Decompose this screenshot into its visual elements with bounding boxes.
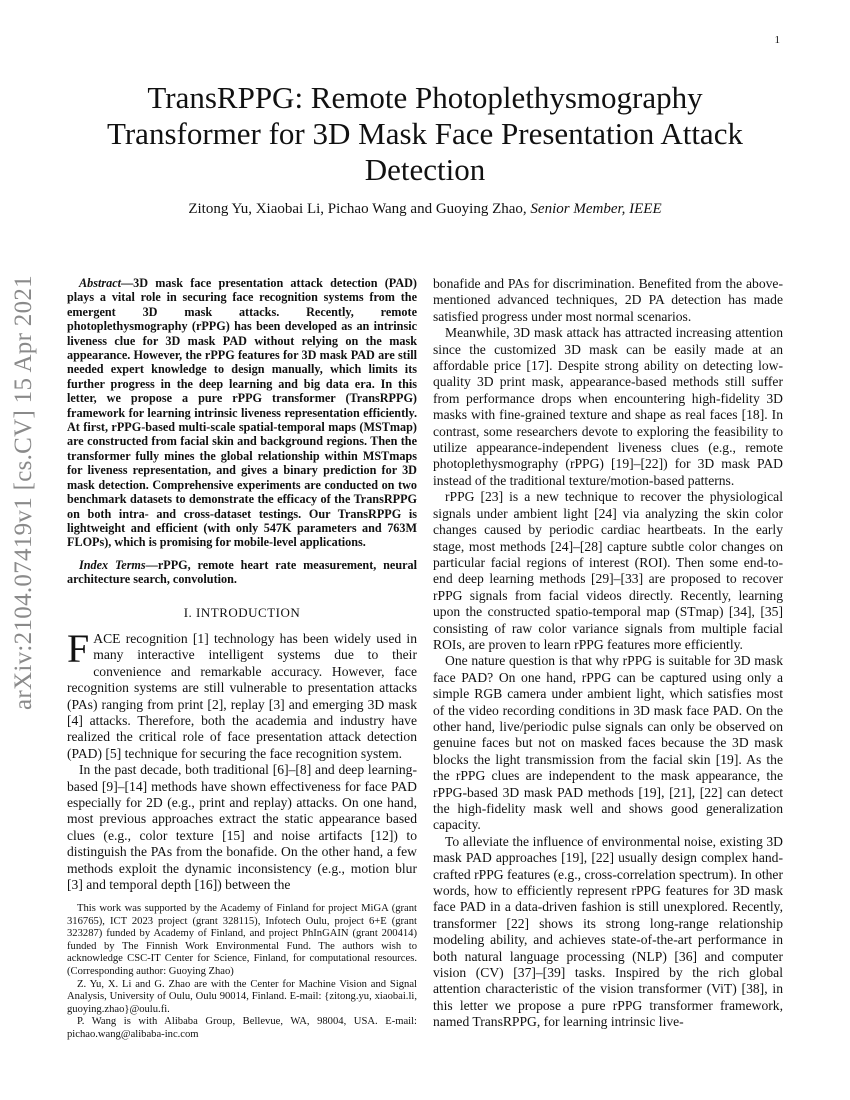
intro-paragraph-1-text: ACE recognition [1] technology has been widely used in many interactive intelligent systems due to their convenience and remarkable accuracy. However, face recognition systems are still vulnerable to presentation attacks (PAs) ranging from print [2], replay [3] and emerging 3D mask [4] attacks. Therefore, both the academia and industry have realized the critical role of face presentation attack detection (PAD) [5] technique for securing the face recognition system. xyxy=(67,630,417,761)
index-terms-text: —rPPG, remote heart rate measurement, neural architecture search, convolution. xyxy=(67,557,417,587)
author-names: Zitong Yu, Xiaobai Li, Pichao Wang and Guoying Zhao, xyxy=(188,201,527,217)
intro-paragraph-1 xyxy=(67,625,417,762)
section-heading-introduction: I. INTRODUCTION xyxy=(183,604,301,620)
abstract-text: —3D mask face presentation attack detection (PAD) plays a vital role in securing face recognition systems from the emergent 3D mask attacks. Recently, remote photoplethysmography (rPPG) has been developed as an intrinsic liveness clue for 3D mask PAD without relying on the mask appearance. However, the rPPG features for 3D mask PAD are still needed expert knowledge to design manually, which limits its further progress in the deep learning and big data era. In this letter, we propose a pure rPPG transformer (TransRPPG) framework for learning intrinsic liveness representation efficiently. At first, rPPG-based multi-scale spatial-temporal maps (MSTmap) are constructed from facial skin and background regions. Then the transformer fully mines the global relationship within MSTmaps for liveness representation, and gives a binary prediction for 3D mask detection. Comprehensive experiments are conducted on two benchmark datasets to demonstrate the efficacy of the TransRPPG on both intra- and cross-dataset testings. Our TransRPPG is lightweight and efficient (with only 547K parameters and 763M FLOPs), which is promising for mobile-level applications. xyxy=(67,276,417,550)
right-paragraph-1: bonafide and PAs for discrimination. Benefited from the above-mentioned advanced techniques, 2D PA detection has made satisfied progress under most normal scenarios. xyxy=(433,276,783,324)
arxiv-stamp: arXiv:2104.07419v1 [cs.CV] 15 Apr 2021 xyxy=(10,275,37,710)
right-paragraph-3: rPPG [23] is a new technique to recover the physiological signals under ambient light [24] via analyzing the skin color changes caused by periodic cardiac heartbeats. In the early stage, most methods [24]–[28] capture subtle color changes on particular facial regions of interest (ROI). Then some end-to-end deep learning methods [29]–[33] are proposed to recover rPPG signals from facial videos directly. Recently, learning upon the constructed spatio-temporal map (STmap) [34], [35] consisting of raw color variance signals from multiple facial ROIs, are proven to learn rPPG features more efficiently. xyxy=(433,489,783,652)
right-paragraph-2: Meanwhile, 3D mask attack has attracted increasing attention since the customized 3D mask can be easily made at an affordable price [17]. Despite strong ability on detecting low-quality 3D print mask, appearance-based methods still suffer from performance drops when encountering high-fidelity 3D masks with fine-grained texture and shape as real faces [18]. In contrast, some researchers devote to exploring the feasibility to utilize appearance-independent liveness clues (e.g., remote photoplethysmography (rPPG) [19]–[22]) for 3D mask PAD instead of the traditional texture/motion-based patterns. xyxy=(433,325,783,488)
author-list xyxy=(70,201,780,218)
footnote-affiliation-alibaba: P. Wang is with Alibaba Group, Bellevue, WA, 98004, USA. E-mail: pichao.wang@alibaba-inc.com xyxy=(67,1016,417,1040)
right-column xyxy=(433,276,783,1031)
drop-cap: F xyxy=(67,625,90,671)
abstract xyxy=(67,276,417,550)
paper-title: TransRPPG: Remote Photoplethysmography Transformer for 3D Mask Face Presentation Attack Detection xyxy=(107,80,743,187)
footnotes xyxy=(67,903,417,1042)
footnote-affiliation-oulu: Z. Yu, X. Li and G. Zhao are with the Center for Machine Vision and Signal Analysis, University of Oulu, Oulu 90014, Finland. E-mail: {zitong.yu, xiaobai.li, guoying.zhao}@oulu.fi. xyxy=(67,978,417,1015)
right-paragraph-4: One nature question is that why rPPG is suitable for 3D mask face PAD? On one hand, rPPG can be captured using only a simple RGB camera under ambient light, which satisfies most of the video recording conditions in 3D mask face PAD. On the other hand, live/periodic pulse signals can only be observed on genuine faces but not on masked faces because the 3D mask blocks the light transmission from the facial skin [19]. As the the rPPG clues are independent to the mask appearance, the rPPG-based 3D mask PAD methods [19], [21], [22] can detect the high-fidelity mask well and shows good generalization capacity. xyxy=(433,653,783,833)
index-terms-label: Index Terms xyxy=(79,557,146,572)
page-number: 1 xyxy=(774,34,780,46)
abstract-label: Abstract xyxy=(79,276,121,290)
left-column xyxy=(67,276,417,893)
footnote-funding: This work was supported by the Academy of Finland for project MiGA (grant 316765), ICT 2023 project (grant 328115), Infotech Oulu, project 6+E (grant 323287) funded by Academy of Finland, and project PhInGAIN (grant 200414) funded by The Finnish Work Environmental Fund. The authors wish to acknowledge CSC-IT Center for Science, Finland, for computational resources. (Corresponding author: Guoying Zhao) xyxy=(67,903,417,977)
author-membership: Senior Member, IEEE xyxy=(530,201,662,217)
intro-paragraph-2: In the past decade, both traditional [6]–[8] and deep learning-based [9]–[14] methods have shown effectiveness for face PAD especially for 2D (e.g., print and replay) attacks. On one hand, most previous approaches extract the static appearance based clues (e.g., color texture [15] and noise artifacts [12]) to distinguish the PAs from the bonafide. On the other hand, a few methods exploit the dynamic inconsistency (e.g., motion blur [3] and temporal depth [16]) between the xyxy=(67,762,417,893)
index-terms xyxy=(67,558,417,587)
right-paragraph-5: To alleviate the influence of environmental noise, existing 3D mask PAD approaches [19], [22] usually design complex hand-crafted rPPG features (e.g., cross-correlation spectrum). In other words, how to efficiently represent rPPG features for 3D mask face PAD in a data-driven fashion is still unexplored. Recently, transformer [22] shows its strong long-range relationship modeling ability, and achieves state-of-the-art performance in both natural language processing (NLP) [36] and computer vision (CV) [37]–[39] tasks. Inspired by the rich global attention characteristic of the vision transformer (ViT) [38], in this letter we propose a pure rPPG transformer framework, named TransRPPG, for learning intrinsic live- xyxy=(433,833,783,1030)
